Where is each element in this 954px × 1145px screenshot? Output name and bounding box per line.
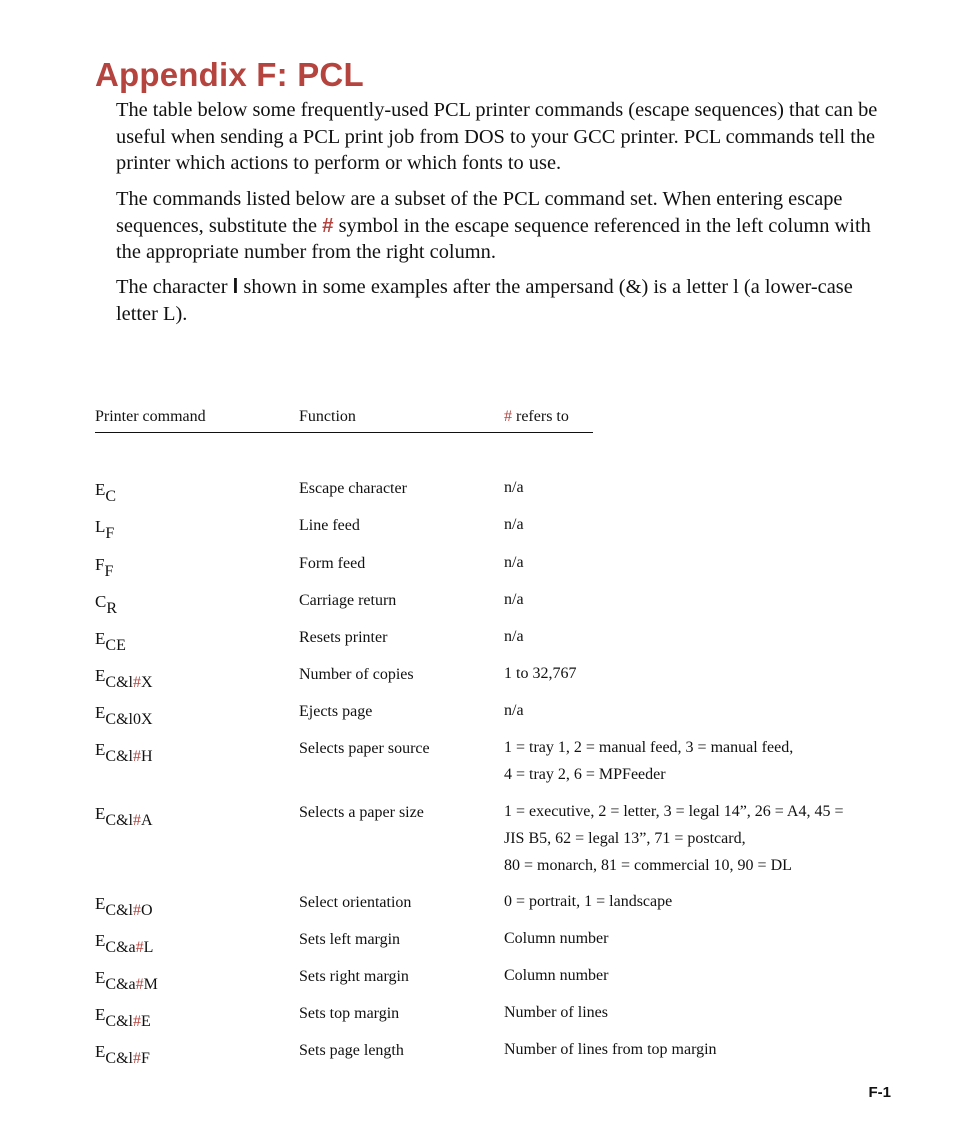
function-cell: Selects paper source [299, 740, 430, 757]
refers-to-line: n/a [504, 702, 524, 719]
printer-command-cell [95, 517, 115, 543]
header-refers-label: refers to [516, 408, 569, 425]
command-prefix-letter: E [95, 703, 106, 722]
command-hash-symbol: # [132, 902, 141, 919]
refers-to-line: 0 = portrait, 1 = landscape [504, 893, 673, 910]
refers-to-cell [504, 697, 894, 724]
function-cell: Sets left margin [299, 931, 401, 948]
command-subscript: F [105, 525, 115, 542]
refers-to-line: JIS B5, 62 = legal 13”, 71 = postcard, [504, 830, 746, 847]
refers-to-cell [504, 925, 894, 952]
function-cell: Form feed [299, 555, 366, 572]
command-subscript: C&l [105, 748, 133, 765]
command-prefix-letter: F [95, 555, 105, 574]
function-cell: Number of copies [299, 666, 414, 683]
function-cell: Select orientation [299, 894, 412, 911]
command-subscript: C&l [105, 1013, 133, 1030]
refers-to-cell [504, 734, 894, 788]
printer-command-cell [95, 592, 118, 618]
command-suffix: O [140, 902, 153, 919]
refers-to-line: Number of lines from top margin [504, 1041, 717, 1058]
command-hash-symbol: # [132, 748, 141, 765]
command-hash-symbol: # [135, 939, 144, 956]
command-subscript: C&a [105, 939, 136, 956]
refers-to-cell [504, 511, 894, 538]
function-cell: Sets top margin [299, 1005, 400, 1022]
refers-to-cell [504, 999, 894, 1026]
printer-command-cell [95, 1005, 151, 1031]
command-hash-symbol: # [132, 1050, 141, 1067]
printer-command-cell [95, 931, 154, 957]
refers-to-cell [504, 549, 894, 576]
refers-to-cell [504, 888, 894, 915]
command-suffix: F [140, 1050, 150, 1067]
intro-p2-before: The commands listed below are a subset of the PCL command set. When entering escape sequences, substitute the [116, 188, 843, 237]
command-suffix: X [140, 674, 153, 691]
command-suffix: H [140, 748, 153, 765]
refers-to-cell [504, 623, 894, 650]
command-prefix-letter: E [95, 894, 106, 913]
function-cell: Escape character [299, 480, 407, 497]
header-function: Function [299, 408, 356, 425]
command-prefix-letter: E [95, 740, 106, 759]
refers-to-line: 1 = tray 1, 2 = manual feed, 3 = manual feed, [504, 739, 794, 756]
command-subscript: R [106, 600, 118, 617]
refers-to-cell [504, 474, 894, 501]
printer-command-cell [95, 555, 114, 581]
command-hash-symbol: # [135, 976, 144, 993]
refers-to-cell [504, 586, 894, 613]
refers-to-line: Column number [504, 967, 609, 984]
printer-command-cell [95, 804, 153, 830]
refers-to-line: n/a [504, 554, 524, 571]
intro-paragraph-1: The table below some frequently-used PCL printer commands (escape sequences) that can be useful when sending a PCL print job from DOS to your GCC printer. PCL commands tell the printer which actions to perform or which fonts to use. [116, 99, 878, 174]
command-subscript: CE [105, 637, 126, 654]
command-subscript: C&l [105, 1050, 133, 1067]
intro-p3-after: shown in some examples after the ampersand (&) is a letter l (a lower-case letter L). [116, 276, 853, 325]
command-subscript: C&l [105, 902, 133, 919]
printer-command-cell [95, 480, 117, 506]
header-printer-command: Printer command [95, 408, 206, 425]
hash-symbol: # [322, 214, 334, 237]
command-prefix-letter: L [95, 517, 106, 536]
printer-command-cell [95, 968, 158, 994]
function-cell: Sets right margin [299, 968, 409, 985]
function-cell: Sets page length [299, 1042, 404, 1059]
command-hash-symbol: # [132, 1013, 141, 1030]
command-subscript: C&a [105, 976, 136, 993]
printer-command-cell [95, 666, 153, 692]
header-hash-symbol: # [504, 408, 512, 425]
command-suffix: E [140, 1013, 151, 1030]
refers-to-line: Number of lines [504, 1004, 608, 1021]
command-prefix-letter: E [95, 804, 106, 823]
intro-p3-before: The character [116, 276, 228, 298]
command-subscript: C&l [105, 812, 133, 829]
command-prefix-letter: E [95, 666, 106, 685]
command-prefix-letter: E [95, 931, 106, 950]
intro-paragraph-2 [116, 186, 891, 266]
refers-to-line: 1 to 32,767 [504, 665, 577, 682]
refers-to-line: n/a [504, 591, 524, 608]
intro-p2-after: symbol in the escape sequence referenced in the left column with the appropriate number from the right column. [116, 214, 871, 263]
function-cell: Ejects page [299, 703, 373, 720]
function-cell: Selects a paper size [299, 804, 424, 821]
command-prefix-letter: E [95, 968, 106, 987]
command-prefix-letter: E [95, 1042, 106, 1061]
command-suffix: L [143, 939, 154, 956]
header-refers-to [504, 408, 569, 426]
command-hash-symbol: # [132, 674, 141, 691]
printer-command-cell [95, 703, 153, 729]
command-prefix-letter: E [95, 480, 106, 499]
command-suffix: M [143, 976, 158, 993]
refers-to-line: Column number [504, 930, 609, 947]
refers-to-cell [504, 1036, 894, 1063]
command-prefix-letter: C [95, 592, 107, 611]
command-prefix-letter: E [95, 629, 106, 648]
command-subscript: C [105, 488, 117, 505]
printer-command-cell [95, 1042, 150, 1068]
function-cell: Carriage return [299, 592, 397, 609]
refers-to-line: n/a [504, 516, 524, 533]
refers-to-line: 1 = executive, 2 = letter, 3 = legal 14”, 26 = A4, 45 = [504, 803, 844, 820]
refers-to-line: 80 = monarch, 81 = commercial 10, 90 = DL [504, 857, 792, 874]
command-hash-symbol: # [132, 812, 141, 829]
page-number: F-1 [868, 1084, 891, 1101]
header-rule [95, 432, 593, 433]
refers-to-cell [504, 798, 894, 879]
command-suffix: A [140, 812, 153, 829]
refers-to-line: n/a [504, 628, 524, 645]
function-cell: Resets printer [299, 629, 388, 646]
refers-to-line: n/a [504, 479, 524, 496]
printer-command-cell [95, 629, 126, 655]
command-subscript: C&l [105, 674, 133, 691]
command-prefix-letter: E [95, 1005, 106, 1024]
refers-to-cell [504, 660, 894, 687]
printer-command-cell [95, 740, 153, 766]
refers-to-cell [504, 962, 894, 989]
page-title: Appendix F: PCL [95, 56, 364, 93]
function-cell: Line feed [299, 517, 360, 534]
command-subscript: C&l0X [105, 711, 153, 728]
refers-to-line: 4 = tray 2, 6 = MPFeeder [504, 766, 666, 783]
letter-l-char: l [232, 276, 239, 298]
printer-command-cell [95, 894, 153, 920]
command-subscript: F [104, 563, 114, 580]
intro-paragraph-3 [116, 274, 891, 327]
